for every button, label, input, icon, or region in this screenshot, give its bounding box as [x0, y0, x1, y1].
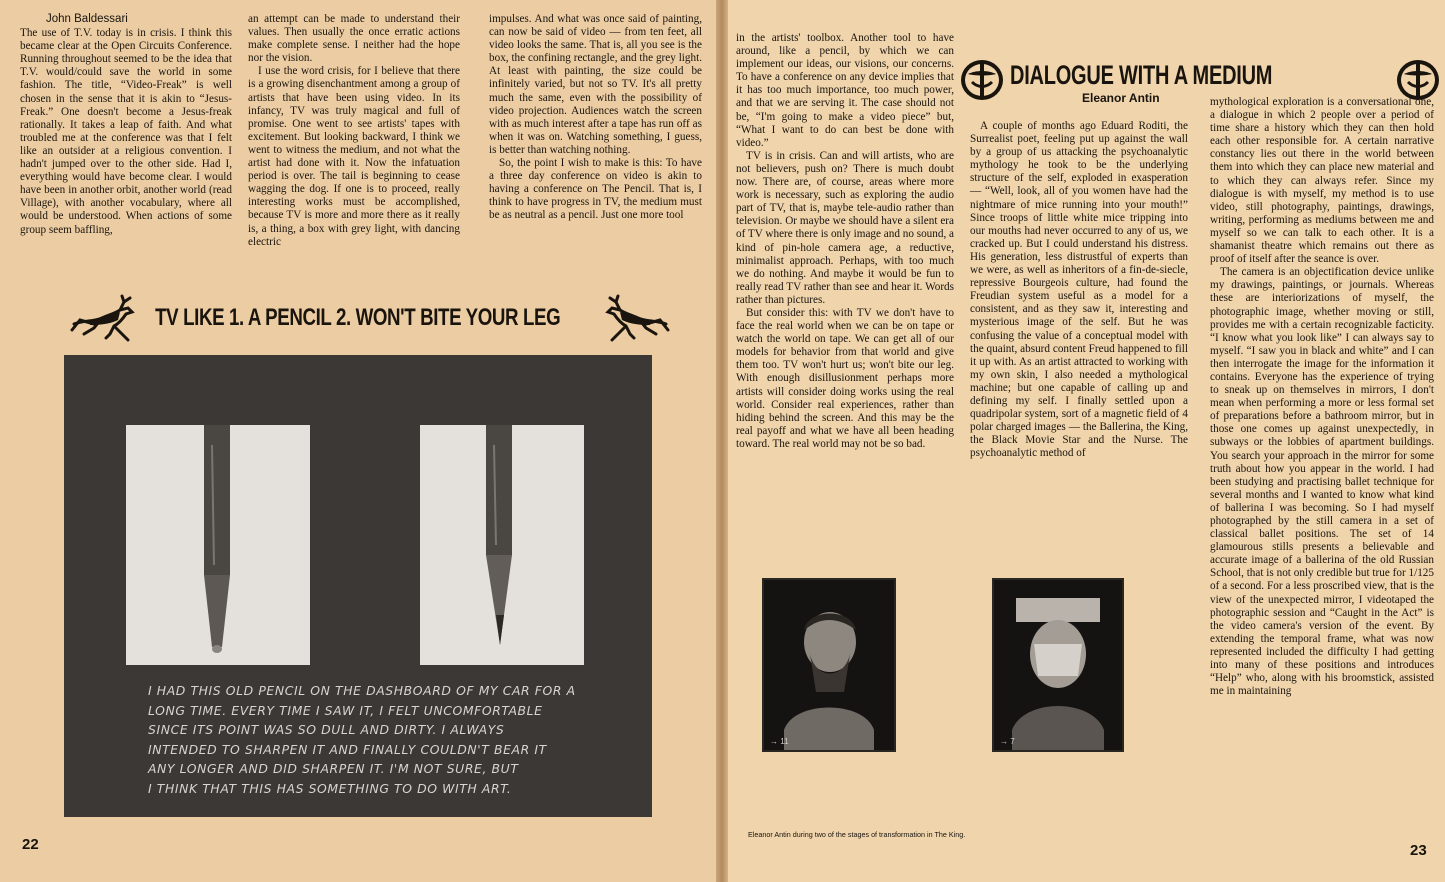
paragraph: an attempt can be made to understand their values. Then usually the once erratic actions make complete sense. I neither had the hope nor the vision. — [248, 13, 460, 65]
note-line: LONG TIME. EVERY TIME I SAW IT, I FELT UNCOMFORTABLE — [148, 702, 543, 718]
dull-pencil-icon — [126, 425, 310, 665]
mask-emblem-icon — [960, 58, 1004, 102]
left-page — [0, 0, 716, 882]
frame-number: → 11 — [770, 737, 789, 746]
paragraph: The use of T.V. today is in crisis. I think this became clear at the Open Circuits Conference. Running throughout seemed to be the idea that T.V. would/could save the world in some fashion. The title, “Video-Freak” is well chosen in the sense that it is akin to “Jesus-Freak.” One doesn't become a Jesus-freak rationally. It takes a leap of faith. And what troubled me at the conference was that I felt like an outsider at a religious convention. I hadn't jumped over to the other side. Had I, everything would have become clear. I would have been in another orbit, another world (read Village), with another vocabulary, where all would be understood. When actions of some group seem baffling, — [20, 27, 232, 236]
note-line: ANY LONGER AND DID SHARPEN IT. I'M NOT SURE, BUT — [148, 761, 519, 776]
paragraph: A couple of months ago Eduard Roditi, the Surrealist poet, feeling put up against the wall by a group of us attacking the psychoanalytic mythology he took to be the underlying structure of the self, exploded in exasperation — “Well, look, all of you women have had the nightmare of mice running into your mouth!” Since troops of little white mice tripping into our mouths had never occurred to any of us, we cracked up. But I could understand his distress. His generation, less distrustful of experts than we were, as well as inheritors of a fin-de-siecle, repressive Bourgeois culture, had found the Freudian system useful as a model for a consistent, and as they saw it, interesting and mysterious image of the self. But he was confusing the value of a conceptual model with the quaint, absurd content Freud happened to fill it up with. As an artist attracted to working with my own skin, I also needed a mythological machine; but one capable of calling up and defining my self. I finally settled upon a quadripolar system, sort of a magnetic field of 4 polar charged images — the Ballerina, the King, the Black Movie Star and the Nurse. The psychoanalytic method of — [970, 120, 1188, 460]
page-number-right: 23 — [1410, 842, 1427, 859]
video-still-king-2 — [992, 578, 1124, 752]
pencil-photo-panel — [64, 355, 652, 817]
sharp-pencil-card — [420, 425, 584, 665]
note-line: I HAD THIS OLD PENCIL ON THE DASHBOARD OF MY CAR FOR A — [148, 683, 576, 698]
left-column-2 — [248, 13, 460, 249]
left-column-3 — [489, 13, 702, 223]
video-still-king-1 — [762, 578, 896, 752]
right-column-1 — [736, 32, 954, 451]
paragraph: in the artists' toolbox. Another tool to have around, like a pencil, by which we can implement our ideas, our visions, our concerns. To have a conference on any device implies that it has too much importance, too much power, and that we are serving it. The case should not be, “I'm going to make a video piece” but, “What I want to do can best be done with video.” — [736, 32, 954, 149]
handwritten-note — [148, 681, 618, 798]
note-line: SINCE ITS POINT WAS SO DULL AND DIRTY. I ALWAYS — [148, 722, 505, 737]
paragraph: TV is in crisis. Can and will artists, who are not believers, push on? There is much doubt now. There are, of course, areas where more work is necessary, such as exploring the audio part of TV, that is, maybe tele-audio rather than television. Or maybe we should have a silent era of TV where there is only image and no sound, a kind of pin-hole camera age, a reductive, minimalist approach. Perhaps, with too much we do nothing. And maybe it would be fun to really read TV rather than see and hear it. Words rather than pictures. — [736, 149, 955, 306]
right-column-3 — [1210, 96, 1434, 698]
page-number-left: 22 — [22, 836, 39, 853]
spine-gutter — [716, 0, 728, 882]
paragraph: The camera is an objectification device unlike my drawings, paintings, or journals. Whereas these are interiorizations of myself, the photographic image, whether moving or still, provides me with a certain recognizable facticity. “I know what you look like” I can always say to myself. “I saw you in black and white” and I can then interrogate the image for the information it contains. Everyone has the experience of trying to sneak up on themselves in mirrors, I don't mean when performing a more or less formal set of preparations before a bathroom mirror, but in those one comes up against unexpectedly, in subways or the lobbies of apartment buildings. You search your approach in the mirror for some truth about how you appear in the world. I had been studying and practising ballet technique for several months and I wanted to know what kind of ballerina I was becoming. So I had myself photographed by the still camera in a set of classical ballet positions. The set of 14 glamourous stills presents a believable and accurate image of a ballerina of the old Russian School, that is not only credible but true for 1/125 of a second. For a less proscribed view, that is the view of the unexpected mirror, I videotaped the photographic session and “Caught in the Act” is the video camera's version of the event. By extending the temporal frame, what was now represented included the difficulty I had getting into many of these positions and introduces “Help” who, along with his broomstick, assisted me in maintaining — [1210, 266, 1434, 698]
paragraph: I use the word crisis, for I believe that there is a growing disenchantment among a group of artists that have been using video. In its infancy, TV was truly magical and full of promise. One went to see artists' tapes with excitement. But looking backward, I think we went to witness the medium, and not what the artist had done with it. Now the infatuation period is over. The tail is beginning to cease wagging the dog. If one is to proceed, really interesting works must be accomplished, because TV is more and more there as it really is, a thing, a box with grey light, with dancing electric — [248, 65, 460, 248]
paragraph: mythological exploration is a conversational one, a dialogue in which 2 people over a period of time share a history which they can then hold each other responsible for. A certain narrative constancy lies out there in the world between them into which they can place new material and to which they can always refer. Since my dialogue is with myself, my method is to use video, still photography, paintings, drawings, writing, performing as mediums between me and myself so we can talk to each other. It is a shamanist theatre which remains out there as proof of itself after the seance is over. — [1210, 96, 1434, 266]
masked-figure-image — [994, 580, 1122, 750]
article-title: DIALOGUE WITH A MEDIUM — [1010, 60, 1273, 90]
leaping-deer-icon — [600, 294, 670, 342]
note-line: INTENDED TO SHARPEN IT AND FINALLY COULDN'T BEAR IT — [148, 741, 547, 757]
bearded-figure-image — [764, 580, 894, 750]
article-title-block — [960, 58, 1442, 105]
headline-bar — [70, 290, 645, 346]
right-column-2 — [970, 120, 1188, 460]
right-page — [728, 0, 1445, 882]
photo-caption: Eleanor Antin during two of the stages of transformation in The King. — [748, 830, 966, 839]
article-author: Eleanor Antin — [1082, 91, 1160, 105]
paragraph: So, the point I wish to make is this: To have a three day conference on video is akin to having a conference on The Pencil. That is, I think to have progress in TV, the medium must be as neutral as a pencil. Just one more tool — [489, 157, 702, 222]
paragraph: But consider this: with TV we don't have to face the real world when we can be on tape or watch the world on tape. We can get all of our models for behavior from that world and give them too. TV won't hurt us; won't bite our leg. With enough disillusionment perhaps more artists will consider doing works using the real world. Consider real experiences, rather than hiding behind the screen. And this may be the real payoff and what we have all been heading toward. The real world may not be so bad. — [736, 306, 954, 450]
paragraph: impulses. And what was once said of painting, can now be said of video — from ten feet, all video looks the same. That is, all you see is the box, the confining rectangle, and the grey light. At least with painting, the size could be infinitely varied, but not so TV. It's all pretty much the same, even with the possibility of video projection. Audiences watch the screen with as much interest after a tape has run off as when it was on. Watching something, I guess, is better than watching nothing. — [489, 13, 702, 156]
note-line: I THINK THAT THIS HAS SOMETHING TO DO WITH ART. — [148, 780, 512, 796]
left-column-1 — [20, 13, 232, 237]
byline: John Baldessari — [46, 13, 128, 25]
headline: TV LIKE 1. A PENCIL 2. WON'T BITE YOUR LEG — [154, 304, 561, 331]
frame-number: → 7 — [1000, 737, 1015, 746]
dull-pencil-card — [126, 425, 310, 665]
sharp-pencil-icon — [420, 425, 584, 665]
